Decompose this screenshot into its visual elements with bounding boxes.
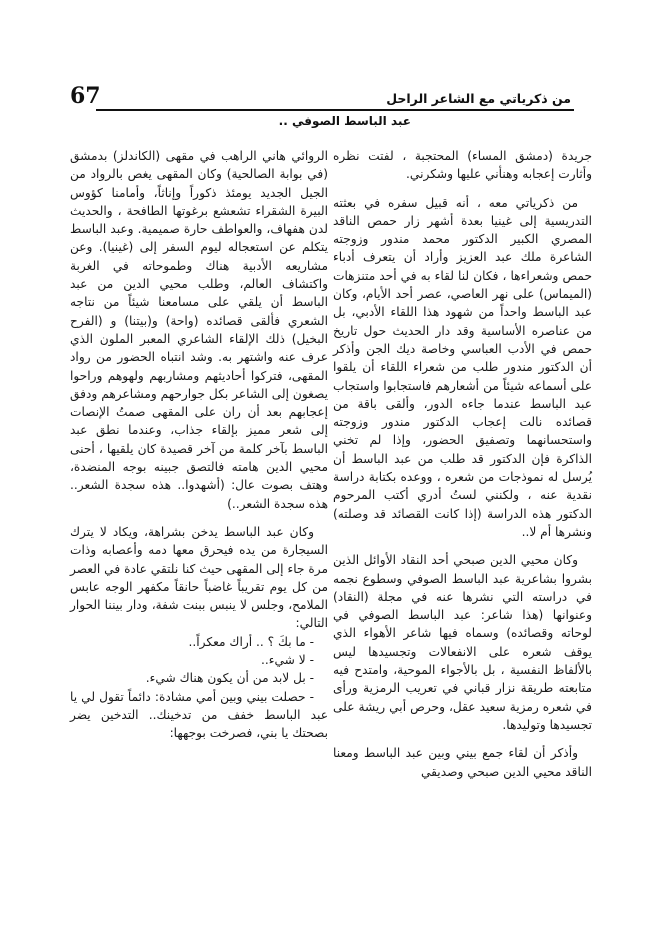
dialogue-line: - ما بكَ ؟ .. أراك معكراً.. [188, 634, 314, 649]
running-title: من ذكرياتي مع الشاعر الراحل [386, 91, 571, 106]
dialogue-line: - بل لابد من أن يكون هناك شيء. [145, 671, 314, 686]
header-divider [96, 109, 574, 111]
paragraph: وكان عبد الباسط يدخن بشراهة، ويكاد لا يترك السيجارة من يده فيحرق معها دمه وأعصابه وذات مرة جاء إلى المقهى حيث كنا نلتقي عادة في العصر من كل يوم تقريباً غاضباً حانقاً مكفهر الوجه عابس الملامح، وجلس لا ينبس ببنت شفة، ودار بيننا الحوار التالي: [70, 524, 328, 631]
left-text-column [70, 147, 328, 743]
paragraph: جريدة (دمشق المساء) المحتجبة ، لفتت نظره وأثارت إعجابه وهنأني عليها وشكرني. [333, 149, 592, 182]
paragraph: الروائي هاني الراهب في مقهى (الكاندلز) بدمشق (في بوابة الصالحية) وكان المقهى يغص بالرواد من الجيل الجديد يومئذ ذكوراً وإناثاً، وأمامنا كؤوس البيرة الشقراء تشعشع برغوتها الطافحة ، والحديث لدن هفهاف، والعواطف حارة صميمية. وعبد الباسط يتكلم عن استعجاله ليوم السفر إلى (غينيا). وعن مشاريعه الأدبية هناك وطموحاته في الغربة واكتشاف العالم، وطلب محيي الدين من عبد الباسط أن يلقي على مسامعنا شيئاً من نتاجه الشعري فألقى قصائده (واحة) و(بيتنا) و (الفرح البخيل) ذلك الإلقاء الشاعري المعبر الملون الذي عرف عنه واشتهر به. وشد انتباه الحضور من رواد المقهى، فتركوا أحاديثهم ومشاربهم ولهوهم وراحوا يصغون إلى الشاعر بكل جوارحهم ومشاعرهم ودفق إعجابهم بعد أن ران على المقهى صمتُ الإنصات إلى شعر مميز بإلقاء جذاب، وعندما نطق عبد الباسط بآخر كلمة من آخر قصيدة كان يلقيها ، أحنى محيي الدين هامته فالتصق جبينه بوجه المنضدة، وهتف بصوت عال: (أشهدوا.. هذه سجدة الشعر.. هذه سجدة الشعر..) [70, 149, 328, 511]
right-text-column [333, 147, 592, 781]
running-subtitle: عبد الباسط الصوفي .. [278, 114, 411, 128]
paragraph: وأذكر أن لقاء جمع بيني وبين عبد الباسط ومعنا الناقد محيي الدين صبحي وصديقي [333, 746, 592, 779]
paragraph: من ذكرياتي معه ، أنه قبيل سفره في بعثته التدريسية إلى غينيا بعدة أشهر زار حمص الناقد المصري الكبير الدكتور محمد مندور وزوجته الشاعرة ملك عبد العزيز وأراد أن يتعرف أدباء حمص وشعراءها ، فكان لنا لقاء به في أحد متنزهات (الميماس) على نهر العاصي، عصر أحد الأيام، وكان عبد الباسط واحداً من شهود هذا اللقاء الأدبي، بل من عناصره الأساسية وقد دار الحديث حول تاريخ حمص في الأدب العباسي وخاصة ديك الجن وأذكر أن الدكتور مندور طلب من شعراء اللقاء أن يلقوا على أسماعه شيئاً من أشعارهم فاستجابوا واستجاب عبد الباسط عندما جاءه الدور، وألقى باقة من قصائده نالت إعجاب الدكتور مندور وزوجته واستحسانهما وتصفيق الحضور، وإذا لم تخني الذاكرة فإن الدكتور قد طلب من عبد الباسط أن يُرسل له نموذجات من شعره ، ووعده بكتابة دراسة نقدية عنه ، ولكنني لستُ أدري أكتب المرحوم الدكتور هذه الدراسة (إذا كانت القصائد قد وصلته) ونشرها أم لا.. [333, 195, 592, 539]
running-header [0, 0, 661, 130]
dialogue-line: - حصلت بيني وبين أمي مشادة: دائماً تقول لي يا عبد الباسط خفف من تدخينك.. التدخين يضر بصحتك يا بني، فصرخت بوجهها: [70, 689, 328, 741]
paragraph: وكان محيي الدين صبحي أحد النقاد الأوائل الذين بشروا بشاعرية عبد الباسط الصوفي وسطوع نجمه في دراسته التي نشرها عنه في مجلة (النقاد) وعنوانها (هذا شاعر: عبد الباسط الصوفي في لوحاته وقصائده) وسماه فيها شاعر الأهواء الذي يوقف شعره على الانفعالات وتجسيدها ليس بالألفاظ النفسية ، بل بالأجواء الموحية، وامتدح فيه متابعته طريقة نزار قباني في تعريب الرمزية ورأى في شعره رمزية سعيد عقل، وحرص أبي ريشة على تجسيدها وتوليدها. [333, 553, 592, 732]
dialogue-line: - لا شيء.. [261, 653, 314, 668]
page-number: 67 [70, 83, 101, 109]
